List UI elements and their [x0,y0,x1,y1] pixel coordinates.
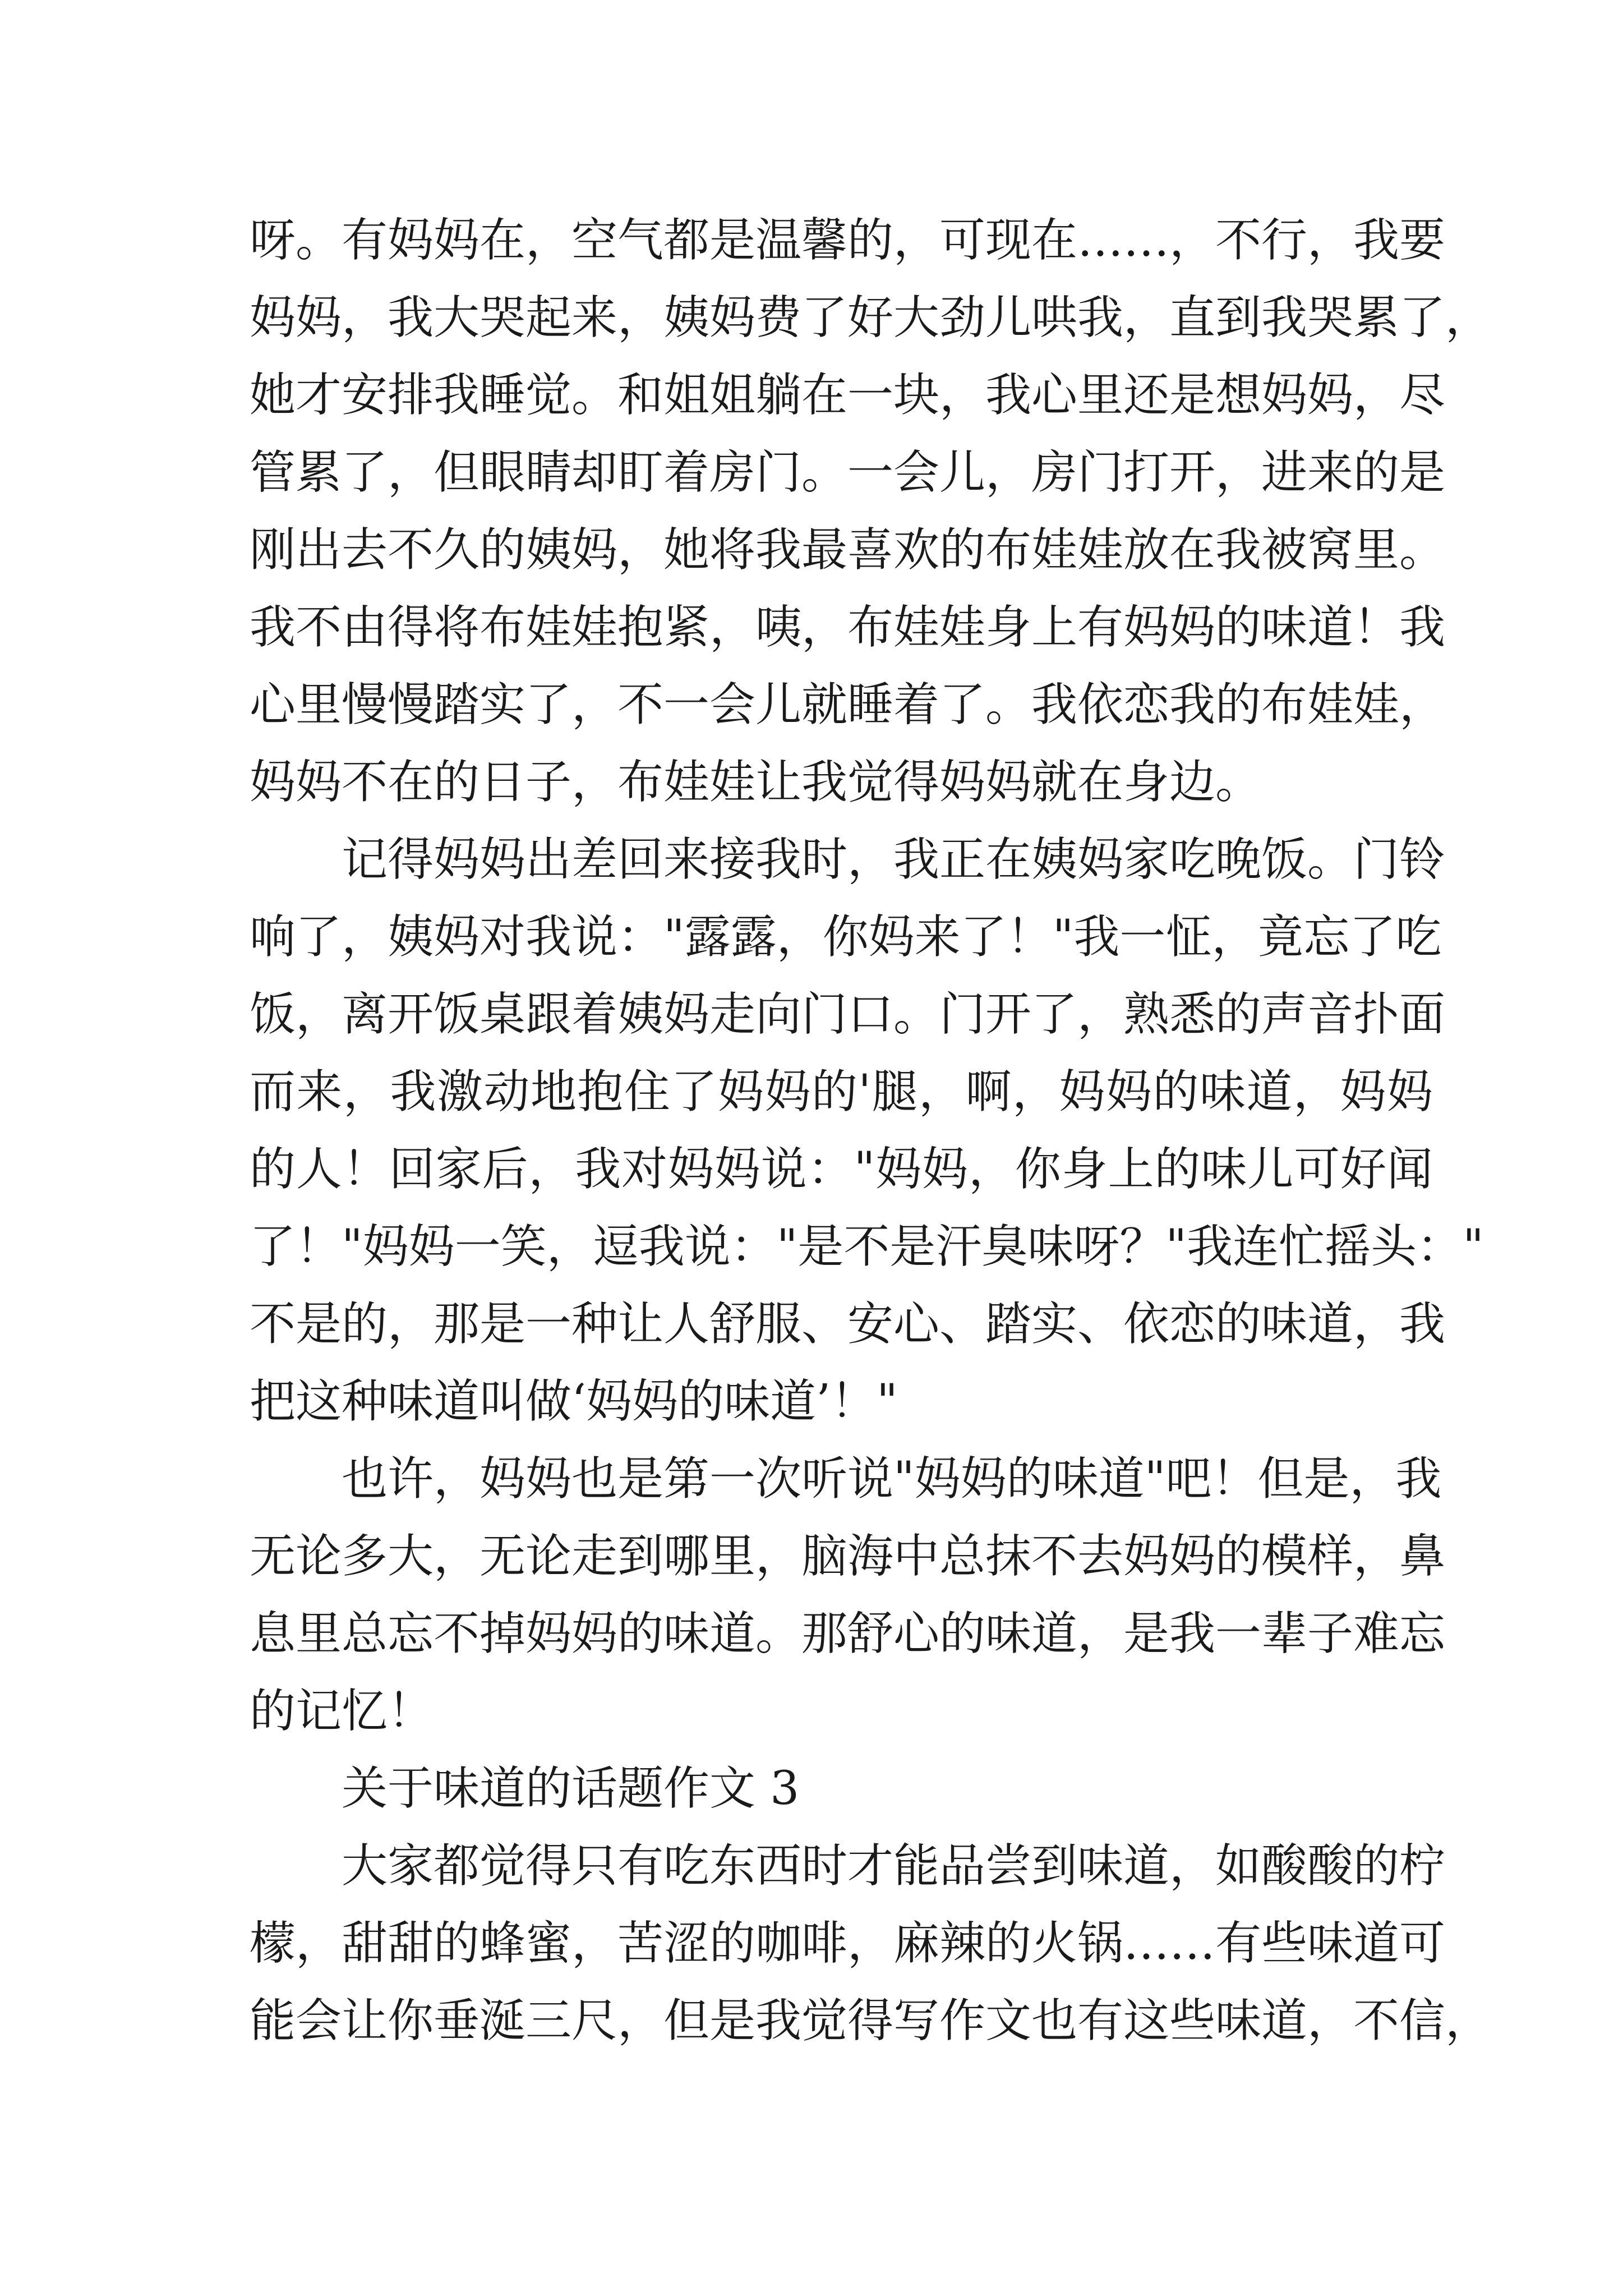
document-body [250,202,1492,2060]
text-line: 心里慢慢踏实了，不一会儿就睡着了。我依恋我的布娃娃， [250,678,1446,731]
heading-text: 关于味道的话题作文 3 [342,1762,800,1815]
text-line: 妈妈，我大哭起来，姨妈费了好大劲儿哄我，直到我哭累了， [250,291,1492,344]
paragraph [250,1441,1446,1750]
text-line: 记得妈妈出差回来接我时，我正在姨妈家吃晚饭。门铃 [342,833,1446,886]
text-line: 也许，妈妈也是第一次听说"妈妈的味道"吧！但是，我 [342,1452,1442,1506]
text-line: 了！"妈妈一笑，逗我说："是不是汗臭味呀？"我连忙摇头：" [250,1220,1484,1273]
paragraph [250,821,1484,1441]
paragraph [250,202,1492,821]
text-line: 而来，我激动地抱住了妈妈的'腿，啊，妈妈的味道，妈妈 [250,1065,1433,1119]
text-line: 饭，离开饭桌跟着姨妈走向门口。门开了，熟悉的声音扑面 [250,988,1446,1041]
text-line: 的人！回家后，我对妈妈说："妈妈，你身上的味儿可好闻 [250,1143,1433,1196]
paragraph [250,1828,1492,2060]
text-line: 我不由得将布娃娃抱紧，咦，布娃娃身上有妈妈的味道！我 [250,601,1446,654]
text-line: 息里总忘不掉妈妈的味道。那舒心的味道，是我一辈子难忘 [250,1607,1446,1660]
text-line: 管累了，但眼睛却盯着房门。一会儿，房门打开，进来的是 [250,446,1446,499]
text-line: 无论多大，无论走到哪里，脑海中总抹不去妈妈的模样，鼻 [250,1530,1446,1583]
text-line: 檬，甜甜的蜂蜜，苦涩的咖啡，麻辣的火锅……有些味道可 [250,1917,1446,1970]
text-line: 她才安排我睡觉。和姐姐躺在一块，我心里还是想妈妈，尽 [250,369,1446,422]
text-line: 能会让你垂涎三尺，但是我觉得写作文也有这些味道，不信， [250,1994,1492,2047]
text-line: 把这种味道叫做‘妈妈的味道’！" [250,1375,898,1428]
text-line: 不是的，那是一种让人舒服、安心、踏实、依恋的味道，我 [250,1297,1446,1351]
section-heading [250,1750,1433,1828]
text-line: 刚出去不久的姨妈，她将我最喜欢的布娃娃放在我被窝里。 [250,523,1446,577]
text-line: 妈妈不在的日子，布娃娃让我觉得妈妈就在身边。 [250,756,1262,809]
text-line: 的记忆！ [250,1685,434,1738]
text-line: 响了，姨妈对我说："露露，你妈来了！"我一怔，竟忘了吃 [250,910,1442,964]
text-line: 大家都觉得只有吃东西时才能品尝到味道，如酸酸的柠 [342,1839,1446,1893]
text-line: 呀。有妈妈在，空气都是温馨的，可现在……，不行，我要 [250,214,1446,267]
